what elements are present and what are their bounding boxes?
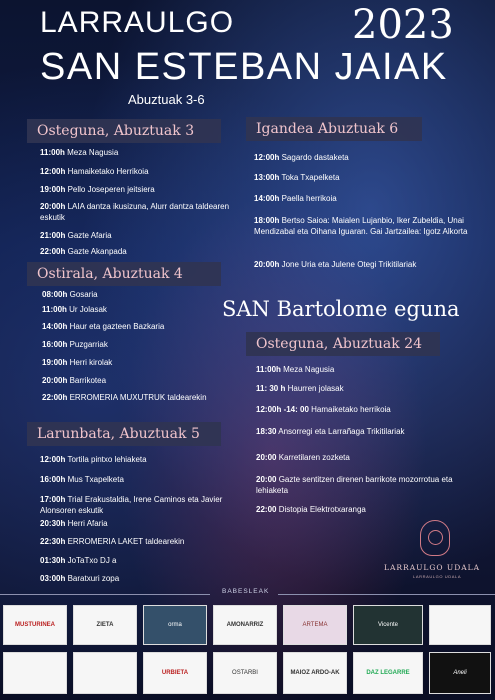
event: [256, 426, 476, 437]
sponsor-logo: [429, 605, 491, 645]
sponsors-label: BABESLEAK: [222, 588, 270, 595]
day-title-igandea: Igandea Abuztuak 6: [246, 117, 422, 141]
event: [40, 201, 245, 223]
event-text: Baratxuri zopa: [67, 574, 120, 583]
sponsor-logo: ZIETA: [73, 605, 137, 645]
event: [42, 357, 242, 368]
event-time: 12:00h: [40, 455, 66, 464]
year: 2023: [352, 2, 454, 48]
day-title-osteguna: Osteguna, Abuztuak 3: [27, 119, 221, 143]
event-text: Puzgarriak: [69, 340, 108, 349]
event-time: 01:30h: [40, 556, 66, 565]
event-text: Ur Jolasak: [69, 305, 107, 314]
header: [0, 0, 495, 115]
sponsor-logo: MUSTURINEA: [3, 605, 67, 645]
divider: [278, 594, 495, 595]
event-text: Gazte Akanpada: [67, 247, 127, 256]
event-time: 18:00h: [254, 216, 280, 225]
event-text: JoTaTxo DJ a: [67, 556, 117, 565]
sponsor-logo: ARTEMA: [283, 605, 347, 645]
event: [254, 152, 469, 163]
event-time: 20:00h: [42, 376, 68, 385]
dates-subtitle: Abuztuak 3-6: [128, 92, 205, 107]
event-time: 20:00h: [40, 202, 66, 211]
event: [254, 215, 474, 237]
udala-small: LARRAULGO UDALA: [413, 574, 462, 579]
event-time: 03:00h: [40, 574, 66, 583]
event-time: 11:00h: [42, 305, 67, 314]
title-larraulgo: LARRAULGO: [40, 6, 235, 39]
event-time: 20:30h: [40, 519, 66, 528]
event: [42, 289, 242, 300]
event-time: 22:00: [256, 505, 277, 514]
udala-name: LARRAULGO UDALA: [384, 563, 481, 572]
event-time: 14:00h: [254, 194, 280, 203]
day-title-larunbata: Larunbata, Abuztuak 5: [27, 422, 221, 446]
event-text: Meza Nagusia: [67, 148, 119, 157]
event-text: LAIA dantza ikusizuna, Alurr dantza taldearen eskutik: [40, 202, 230, 222]
event-time: 17:00h: [40, 495, 66, 504]
sponsor-logo: [3, 652, 67, 694]
event: [40, 536, 245, 547]
event: [40, 184, 240, 195]
event-text: Ansorregi eta Larrañaga Trikitilariak: [278, 427, 405, 436]
event-time: 20:00: [256, 475, 277, 484]
event-time: 12:00h: [40, 167, 66, 176]
event: [40, 518, 240, 529]
event: [256, 474, 481, 496]
sponsor-logo: DAZ LEGARRE: [353, 652, 423, 694]
title-san-esteban-jaiak: SAN ESTEBAN JAIAK: [40, 46, 448, 88]
event-text: Pello Joseperen jeitsiera: [67, 185, 155, 194]
event: [40, 555, 240, 566]
event-time: 21:00h: [40, 231, 66, 240]
event: [42, 392, 247, 403]
event: [42, 304, 242, 315]
sponsor-logo: OSTARBI: [213, 652, 277, 694]
event-time: 20:00h: [254, 260, 280, 269]
event-text: Haur eta gazteen Bazkaria: [69, 322, 165, 331]
event-time: 12:00h: [254, 153, 280, 162]
event: [40, 166, 240, 177]
event: [256, 504, 476, 515]
sponsor-logo: URBIETA: [143, 652, 207, 694]
event: [40, 474, 240, 485]
event-time: 22:00h: [40, 247, 66, 256]
event-time: 16:00h: [42, 340, 68, 349]
event-text: Paella herrikoia: [281, 194, 337, 203]
event-text: Meza Nagusia: [283, 365, 335, 374]
event-text: Tortila pintxo lehiaketa: [67, 455, 147, 464]
event-time: 08:00h: [42, 290, 68, 299]
event-time: 18:30: [256, 427, 277, 436]
event-text: Jone Uria eta Julene Otegi Trikitilariak: [281, 260, 417, 269]
sponsor-logo: Vicente: [353, 605, 423, 645]
event-text: Mus Txapelketa: [67, 475, 124, 484]
event: [40, 246, 240, 257]
event-text: Hamaiketako herrikoia: [311, 405, 391, 414]
event-time: 11: 30 h: [256, 384, 286, 393]
event-text: Sagardo dastaketa: [281, 153, 349, 162]
event: [256, 404, 476, 415]
event-text: Herri kirolak: [69, 358, 113, 367]
event-time: 16:00h: [40, 475, 66, 484]
event-text: Herri Afaria: [67, 519, 108, 528]
event-time: 22:00h: [42, 393, 68, 402]
event: [256, 452, 476, 463]
event-time: 11:00h: [256, 365, 281, 374]
event: [40, 230, 240, 241]
event-text: Karretilaren zozketa: [278, 453, 350, 462]
sponsor-logo: orma: [143, 605, 207, 645]
event: [42, 375, 242, 386]
event-text: ERROMERIA MUXUTRUK taldearekin: [69, 393, 207, 402]
event: [40, 573, 240, 584]
event-time: 14:00h: [42, 322, 68, 331]
event-time: 11:00h: [40, 148, 65, 157]
event-text: Bertso Saioa: Maialen Lujanbio, Iker Zubeldia, Unai Mendizabal eta Oihana Iguaran. Gai Jartzailea: Igotz Alkorta: [254, 216, 468, 236]
event-time: 19:00h: [42, 358, 68, 367]
udala-seal-icon: [420, 520, 450, 556]
event-text: Distopia Elektrotxaranga: [278, 505, 366, 514]
event-text: ERROMERIA LAKET taldearekin: [67, 537, 185, 546]
event-text: Toka Txapelketa: [281, 173, 340, 182]
event-text: Gazte sentitzen direnen barrikote mozorrotua eta lehiaketa: [256, 475, 453, 495]
event-text: Trial Erakustaldia, Irene Caminos eta Javier Alonsoren eskutik: [40, 495, 223, 515]
san-bartolome-title: SAN Bartolome eguna: [222, 297, 460, 321]
event-text: Gosaria: [69, 290, 98, 299]
event-time: 19:00h: [40, 185, 66, 194]
event: [256, 383, 476, 394]
event: [40, 494, 240, 516]
event-time: 20:00: [256, 453, 277, 462]
sponsor-logo: MAIOZ ARDO-AK: [283, 652, 347, 694]
day-title-bartolome: Osteguna, Abuztuak 24: [246, 332, 440, 356]
sponsor-logo: [73, 652, 137, 694]
event-time: 13:00h: [254, 173, 280, 182]
sponsors-header: [0, 588, 495, 602]
divider: [0, 594, 210, 595]
event: [42, 321, 242, 332]
event: [254, 172, 469, 183]
event: [40, 147, 240, 158]
day-title-ostirala: Ostirala, Abuztuak 4: [27, 262, 221, 286]
event-text: Gazte Afaria: [67, 231, 112, 240]
event-text: Haurren jolasak: [287, 384, 344, 393]
event: [40, 454, 240, 465]
event-text: Barrikotea: [69, 376, 107, 385]
event-time: 12:00h -14: 00: [256, 405, 309, 414]
sponsor-logo: Aneli: [429, 652, 491, 694]
event: [256, 364, 476, 375]
event: [254, 259, 474, 270]
event-time: 22:30h: [40, 537, 66, 546]
event: [254, 193, 469, 204]
event-text: Hamaiketako Herrikoia: [67, 167, 149, 176]
sponsor-logo: AMONARRIZ: [213, 605, 277, 645]
event: [42, 339, 242, 350]
